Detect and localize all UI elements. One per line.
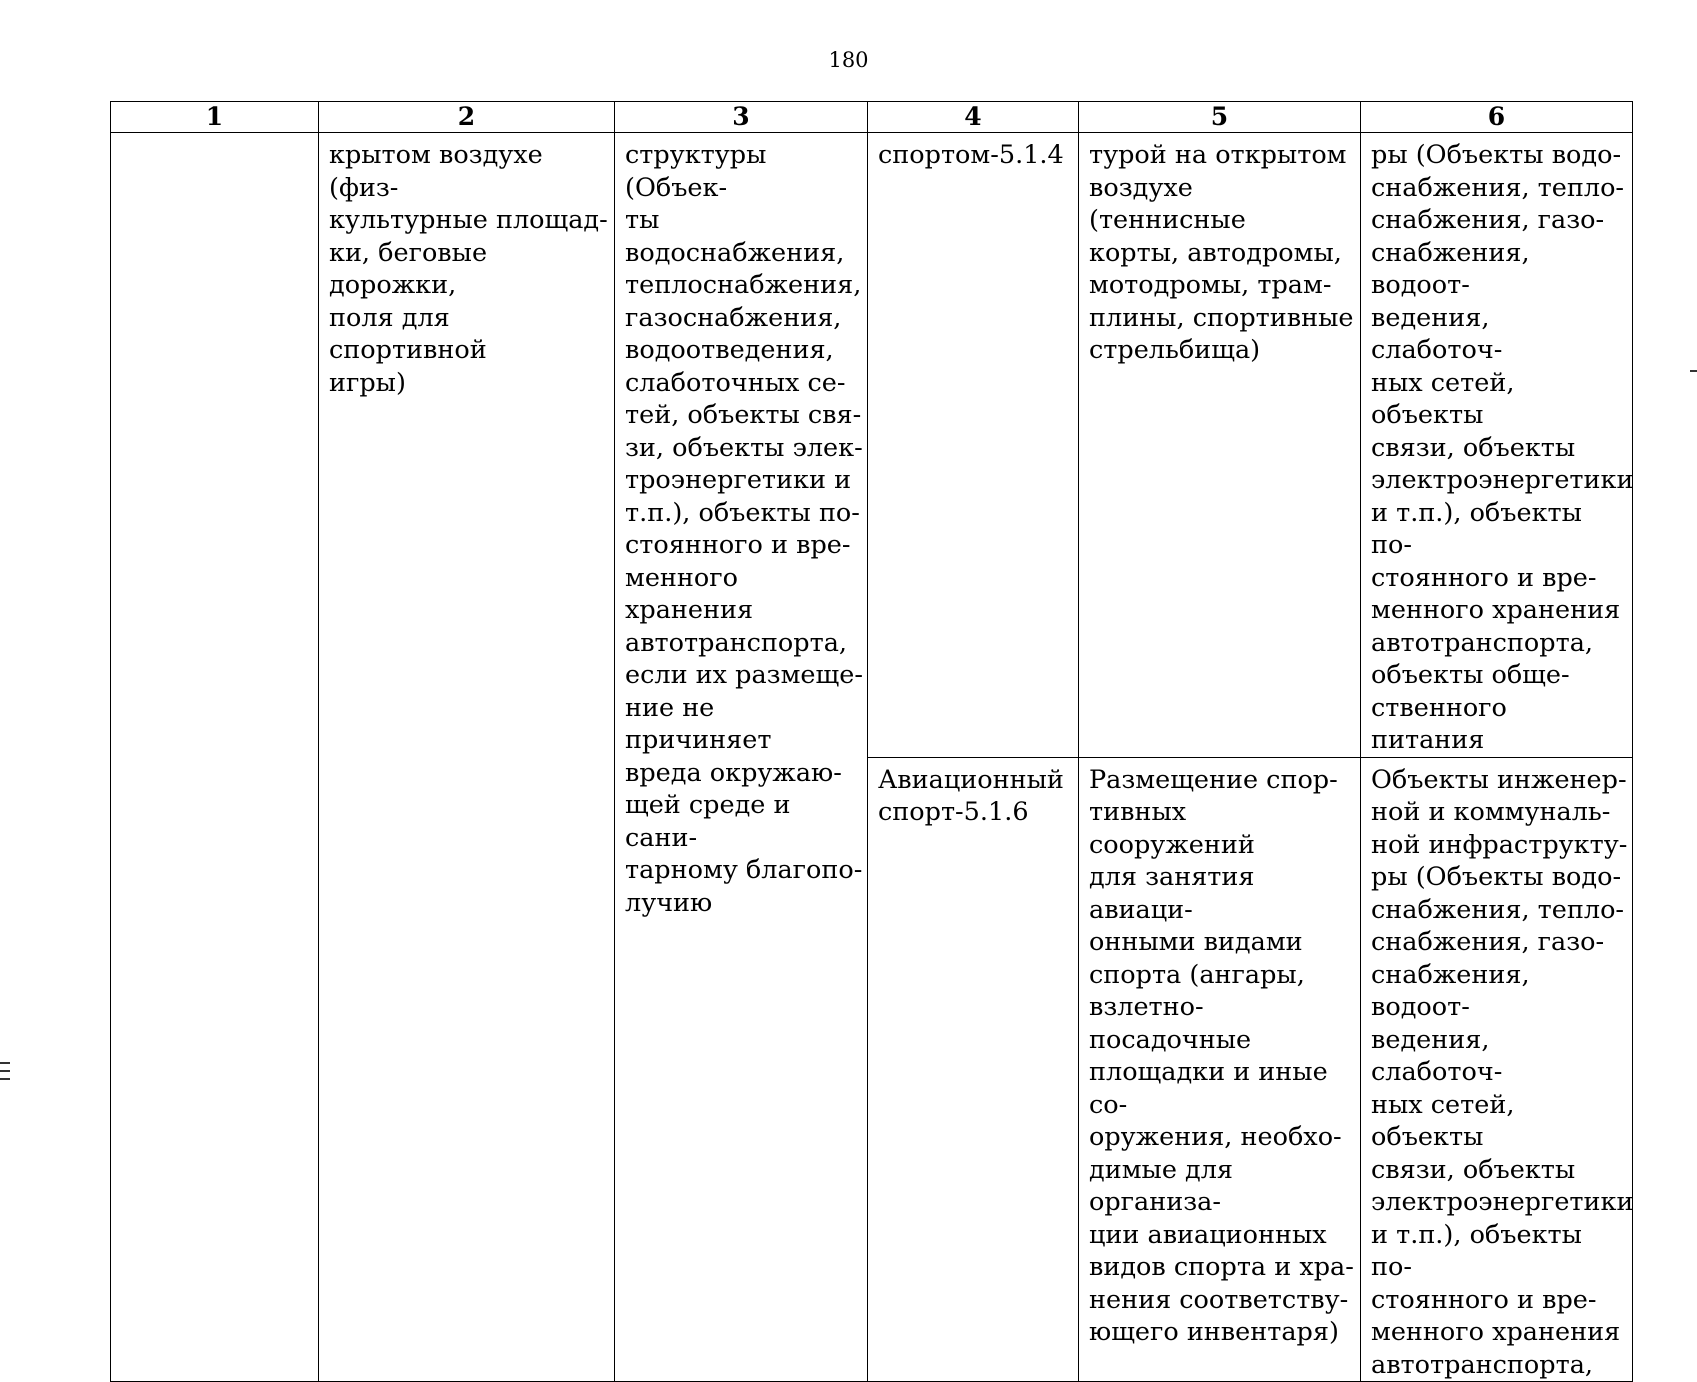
table-cell-col2: [319, 133, 615, 1382]
cell-text: Размещение спор- тивных сооружений для занятия авиаци- онными видами спорта (ангары, взлетно-посадочные площадки и иные со- оружения, необхо- димые для организа- ции авиационных видов спорта и хра- нения соответству- ющего инвентаря): [1089, 764, 1354, 1347]
table-cell-col6: [1361, 757, 1633, 1382]
cell-text: спортом-5.1.4: [878, 140, 1064, 170]
cell-text: [111, 133, 318, 139]
table-cell-col5: [1079, 133, 1361, 758]
cell-text: Объекты инженер- ной и коммуналь- ной инфраструкту- ры (Объекты водо- снабжения, тепло- снабжения, газо- снабжения, водоот- ведения, слаботоч- ных сетей, объекты связи, объекты электроэнергетики и т.п.), объекты по- стоянного и вре- менного хранения автотранспорта,: [1371, 764, 1634, 1380]
edge-scan-mark: [1690, 370, 1697, 372]
column-header-2: 2: [319, 102, 615, 133]
cell-text: Авиационный спорт-5.1.6: [878, 764, 1064, 827]
page-number: 180: [828, 48, 869, 72]
land-use-table: [110, 101, 1633, 1382]
column-header-3: 3: [615, 102, 868, 133]
table-cell-col3: [615, 133, 868, 1382]
column-header-5: 5: [1079, 102, 1361, 133]
table-header-row: [111, 102, 1633, 133]
table-row: [111, 133, 1633, 758]
cell-text: ры (Объекты водо- снабжения, тепло- снабжения, газо- снабжения, водоот- ведения, слаботоч- ных сетей, объекты связи, объекты электроэнергетики и т.п.), объекты по- стоянного и вре- менного хранения автотранспорта, объекты обще- ственного питания: [1371, 140, 1634, 755]
table-cell-col6: [1361, 133, 1633, 758]
cell-text: турой на открытом воздухе (теннисные корты, автодромы, мотодромы, трам- плины, спортивные стрельбища): [1089, 140, 1354, 365]
table-cell-col1: [111, 133, 319, 1382]
binding-margin-marks: [0, 1062, 10, 1086]
column-header-1: 1: [111, 102, 319, 133]
table-cell-col4: [868, 133, 1079, 758]
table-cell-col4: [868, 757, 1079, 1382]
table-cell-col5: [1079, 757, 1361, 1382]
cell-text: структуры (Объек- ты водоснабжения, теплоснабжения, газоснабжения, водоотведения, слаботочных се- тей, объекты свя- зи, объекты элек- троэнергетики и т.п.), объекты по- стоянного и вре- менного хранения автотранспорта, если их размеще- ние не причиняет вреда окружаю- щей среде и сани- тарному благопо- лучию: [625, 140, 863, 918]
cell-text: крытом воздухе (физ- культурные площад- ки, беговые дорожки, поля для спортивной игры): [329, 140, 608, 398]
column-header-4: 4: [868, 102, 1079, 133]
column-header-6: 6: [1361, 102, 1633, 133]
